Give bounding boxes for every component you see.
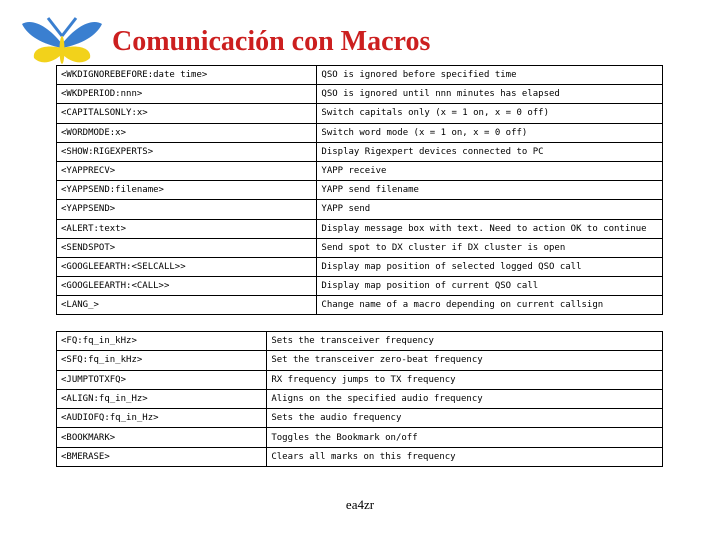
macro-cell: <WKDPERIOD:nnn> bbox=[57, 85, 317, 104]
description-cell: Clears all marks on this frequency bbox=[267, 447, 663, 466]
description-cell: Display Rigexpert devices connected to PC bbox=[317, 142, 663, 161]
macro-cell: <ALERT:text> bbox=[57, 219, 317, 238]
description-cell: QSO is ignored before specified time bbox=[317, 66, 663, 85]
macro-cell: <YAPPRECV> bbox=[57, 161, 317, 180]
macro-cell: <WKDIGNOREBEFORE:date time> bbox=[57, 66, 317, 85]
description-cell: YAPP send filename bbox=[317, 181, 663, 200]
table-row bbox=[57, 428, 663, 447]
description-cell: Aligns on the specified audio frequency bbox=[267, 389, 663, 408]
macro-cell: <SFQ:fq_in_kHz> bbox=[57, 351, 267, 370]
description-cell: Sets the transceiver frequency bbox=[267, 332, 663, 351]
table-row bbox=[57, 181, 663, 200]
macro-cell: <LANG_> bbox=[57, 296, 317, 315]
description-cell: Toggles the Bookmark on/off bbox=[267, 428, 663, 447]
macro-cell: <BMERASE> bbox=[57, 447, 267, 466]
macro-cell: <CAPITALSONLY:x> bbox=[57, 104, 317, 123]
description-cell: Send spot to DX cluster if DX cluster is open bbox=[317, 238, 663, 257]
table-row bbox=[57, 409, 663, 428]
description-cell: RX frequency jumps to TX frequency bbox=[267, 370, 663, 389]
macro-cell: <GOOGLEEARTH:<CALL>> bbox=[57, 277, 317, 296]
description-cell: Change name of a macro depending on current callsign bbox=[317, 296, 663, 315]
macro-cell: <FQ:fq_in_kHz> bbox=[57, 332, 267, 351]
table-row bbox=[57, 389, 663, 408]
table-row bbox=[57, 351, 663, 370]
table-row bbox=[57, 447, 663, 466]
description-cell: Display message box with text. Need to action OK to continue bbox=[317, 219, 663, 238]
macro-cell: <YAPPSEND:filename> bbox=[57, 181, 317, 200]
macro-cell: <JUMPTOTXFQ> bbox=[57, 370, 267, 389]
table-row bbox=[57, 332, 663, 351]
table-row bbox=[57, 66, 663, 85]
macro-table-general bbox=[56, 65, 663, 315]
description-cell: Display map position of selected logged QSO call bbox=[317, 257, 663, 276]
macro-cell: <GOOGLEEARTH:<SELCALL>> bbox=[57, 257, 317, 276]
table-row bbox=[57, 104, 663, 123]
page-title: Comunicación con Macros bbox=[112, 26, 431, 57]
description-cell: Sets the audio frequency bbox=[267, 409, 663, 428]
description-cell: QSO is ignored until nnn minutes has elapsed bbox=[317, 85, 663, 104]
macro-cell: <SENDSPOT> bbox=[57, 238, 317, 257]
macro-cell: <YAPPSEND> bbox=[57, 200, 317, 219]
description-cell: YAPP receive bbox=[317, 161, 663, 180]
table-row bbox=[57, 296, 663, 315]
table-row bbox=[57, 161, 663, 180]
table-row bbox=[57, 142, 663, 161]
description-cell: Switch capitals only (x = 1 on, x = 0 off) bbox=[317, 104, 663, 123]
table-row bbox=[57, 238, 663, 257]
description-cell: Switch word mode (x = 1 on, x = 0 off) bbox=[317, 123, 663, 142]
table-row bbox=[57, 370, 663, 389]
table-row bbox=[57, 257, 663, 276]
description-cell: Display map position of current QSO call bbox=[317, 277, 663, 296]
table-row bbox=[57, 85, 663, 104]
macro-cell: <BOOKMARK> bbox=[57, 428, 267, 447]
macro-cell: <SHOW:RIGEXPERTS> bbox=[57, 142, 317, 161]
table-row bbox=[57, 277, 663, 296]
footer-credit: ea4zr bbox=[345, 497, 375, 512]
table-row bbox=[57, 219, 663, 238]
description-cell: Set the transceiver zero-beat frequency bbox=[267, 351, 663, 370]
table-row bbox=[57, 123, 663, 142]
description-cell: YAPP send bbox=[317, 200, 663, 219]
macro-cell: <ALIGN:fq_in_Hz> bbox=[57, 389, 267, 408]
table-row bbox=[57, 200, 663, 219]
macro-table-frequency bbox=[56, 331, 663, 467]
macro-cell: <WORDMODE:x> bbox=[57, 123, 317, 142]
macro-cell: <AUDIOFQ:fq_in_Hz> bbox=[57, 409, 267, 428]
